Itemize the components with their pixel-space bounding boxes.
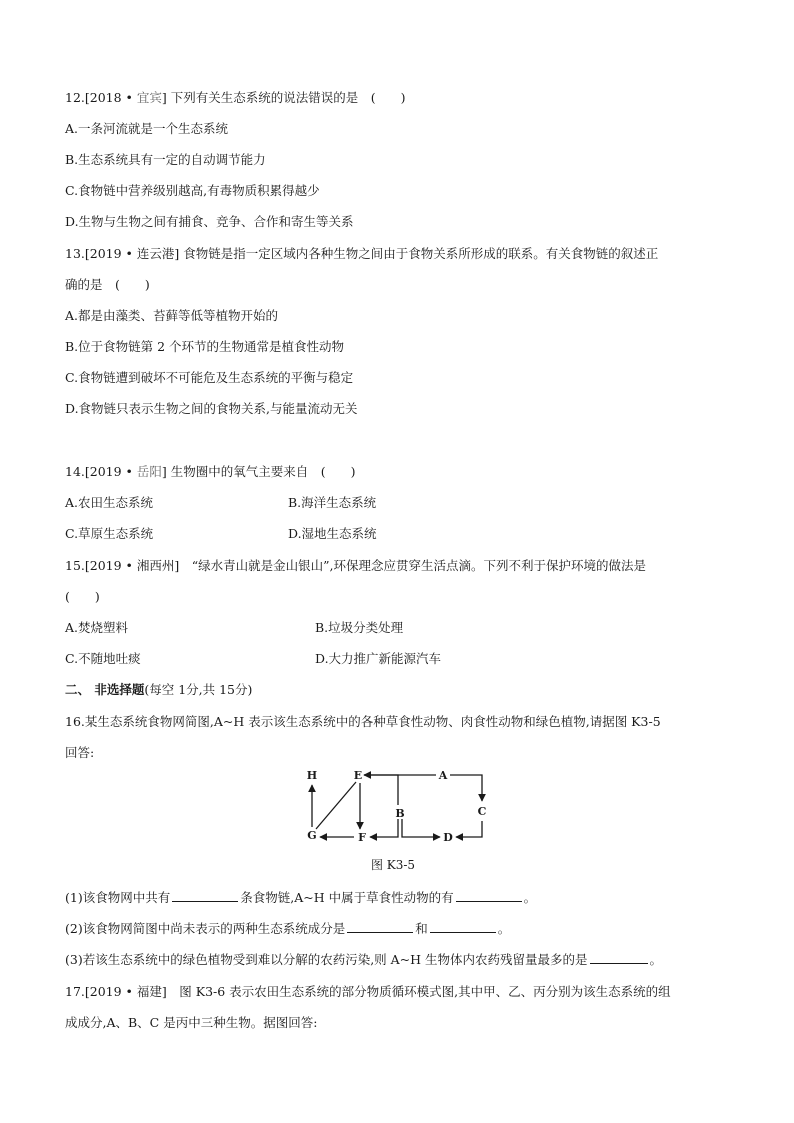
edge-b-f (370, 819, 398, 837)
answer-blank[interactable] (347, 920, 413, 933)
food-web-diagram (290, 765, 510, 877)
q17-stem-line1: 17.[2019 • 福建] 图 K3-6 表示农田生态系统的部分物质循环模式图,其中甲、乙、丙分别为该生态系统的组 (65, 984, 671, 999)
q15-option-d: D.大力推广新能源汽车 (315, 651, 442, 666)
section2-title: 二、 非选择题 (65, 682, 145, 697)
q13-option-b: B.位于食物链第 2 个环节的生物通常是植食性动物 (65, 339, 345, 354)
q16-stem-line1: 16.某生态系统食物网简图,A~H 表示该生态系统中的各种草食性动物、肉食性动物和绿色植物,请据图 K3-5 (65, 714, 661, 729)
q14-option-d: D.湿地生态系统 (288, 526, 377, 541)
section2-heading (65, 680, 252, 698)
node-g: G (307, 829, 317, 842)
q13-stem-line1: 13.[2019 • 连云港] 食物链是指一定区域内各种生物之间由于食物关系所形成的联系。有关食物链的叙述正 (65, 246, 659, 261)
q13-option-a: A.都是由藻类、苔藓等低等植物开始的 (65, 308, 279, 323)
q14-option-b: B.海洋生态系统 (288, 495, 377, 510)
answer-blank[interactable] (456, 889, 522, 902)
edge-b-e (364, 775, 398, 805)
q16-sub2: (2)该食物网简图中尚未表示的两种生态系统成分是 和 。 (65, 921, 511, 936)
q16-sub1: (1)该食物网中共有 条食物链,A~H 中属于草食性动物的有 。 (65, 890, 537, 905)
q12-source-place: 宜宾 (136, 90, 162, 105)
section2-note: (每空 1分,共 15分) (144, 682, 253, 697)
q15-stem-line2: ( ) (65, 589, 100, 604)
q12-stem: 12.[2018 • 宜宾] 下列有关生态系统的说法错误的是 ( ) (65, 90, 406, 105)
node-c: C (477, 805, 487, 818)
node-h: H (306, 769, 318, 782)
q15-option-a: A.焚烧塑料 (65, 620, 129, 635)
answer-blank[interactable] (590, 951, 648, 964)
q17-stem-line2: 成成分,A、B、C 是丙中三种生物。据图回答: (65, 1015, 318, 1030)
node-a: A (438, 769, 448, 782)
q15-stem-line1: 15.[2019 • 湘西州] “绿水青山就是金山银山”,环保理念应贯穿生活点滴。下列不利于保护环境的做法是 (65, 558, 647, 573)
q16-stem-line2: 回答: (65, 745, 95, 760)
q12-option-a: A.一条河流就是一个生态系统 (65, 121, 229, 136)
q15-option-c: C.不随地吐痰 (65, 651, 141, 666)
q14-option-a: A.农田生态系统 (65, 495, 154, 510)
q16-sub3: (3)若该生态系统中的绿色植物受到难以分解的农药污染,则 A~H 生物体内农药残留量最多的是 。 (65, 952, 663, 967)
figure-caption: 图 K3-5 (370, 858, 416, 872)
node-d: D (443, 831, 453, 844)
q12-option-c: C.食物链中营养级别越高,有毒物质积累得越少 (65, 183, 320, 198)
node-e: E (353, 769, 363, 782)
q13-option-c: C.食物链遭到破坏不可能危及生态系统的平衡与稳定 (65, 370, 354, 385)
node-b: B (395, 807, 405, 820)
node-f: F (358, 831, 366, 844)
answer-blank[interactable] (430, 920, 496, 933)
q12-option-b: B.生态系统具有一定的自动调节能力 (65, 152, 266, 167)
q12-option-d: D.生物与生物之间有捕食、竞争、合作和寄生等关系 (65, 214, 354, 229)
q15-option-b: B.垃圾分类处理 (315, 620, 404, 635)
edge-a-c (450, 775, 482, 801)
edge-e-g (316, 782, 356, 829)
q14-source-place: 岳阳 (136, 464, 162, 479)
q13-stem-line2: 确的是 ( ) (65, 277, 150, 292)
q14-stem: 14.[2019 • 岳阳] 生物圈中的氧气主要来自 ( ) (65, 464, 356, 479)
answer-blank[interactable] (172, 889, 238, 902)
edge-b-d (402, 819, 440, 837)
edge-c-d (456, 821, 482, 837)
q13-option-d: D.食物链只表示生物之间的食物关系,与能量流动无关 (65, 401, 358, 416)
q14-option-c: C.草原生态系统 (65, 526, 154, 541)
